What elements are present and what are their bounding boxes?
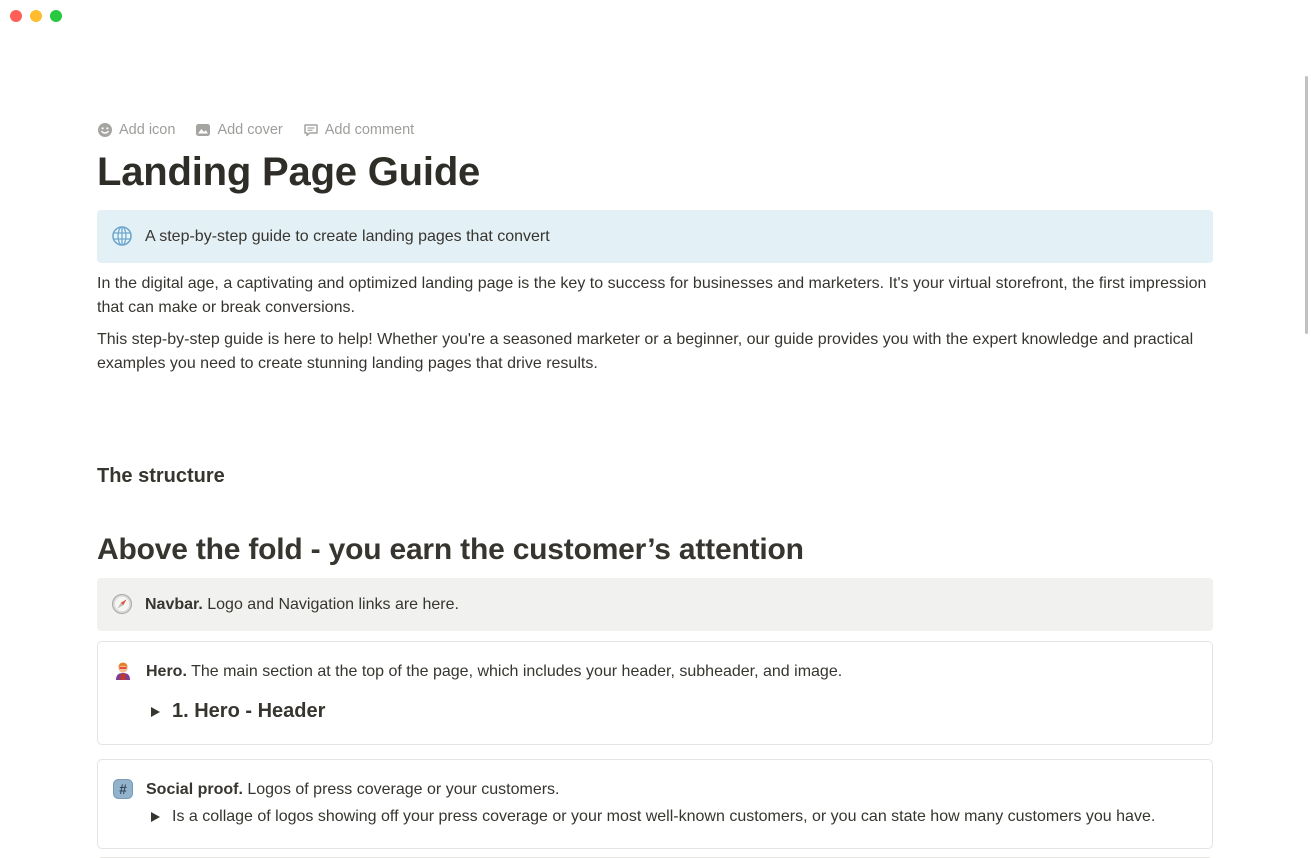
hero-block (97, 641, 1213, 745)
social-callout-row[interactable] (112, 777, 1196, 802)
keycap-hash-emoji (112, 778, 134, 800)
add-comment-label: Add comment (324, 122, 415, 138)
hero-bold: Hero. (146, 663, 187, 680)
navbar-rest: Logo and Navigation links are here. (202, 596, 459, 613)
intro-callout-text: A step-by-step guide to create landing pages that convert (145, 228, 550, 245)
social-toggle[interactable] (151, 805, 1196, 829)
add-comment-button[interactable] (303, 122, 414, 138)
add-icon-button[interactable] (97, 122, 175, 138)
navbar-callout-text (145, 592, 459, 617)
hero-row-text (146, 659, 842, 684)
toggle-triangle-icon[interactable] (151, 707, 160, 717)
add-cover-button[interactable] (195, 122, 282, 138)
above-fold-heading[interactable]: Above the fold - you earn the customer’s attention (97, 533, 804, 566)
compass-emoji (111, 593, 133, 615)
structure-heading[interactable]: The structure (97, 465, 225, 487)
toggle-triangle-icon[interactable] (151, 812, 160, 822)
zoom-button[interactable] (50, 10, 62, 22)
page-actions-row (97, 122, 1213, 138)
close-button[interactable] (10, 10, 22, 22)
svg-text:#: # (119, 781, 127, 797)
vertical-scrollbar[interactable] (1305, 76, 1308, 334)
intro-paragraph-1[interactable]: In the digital age, a captivating and optimized landing page is the key to success for businesses and marketers. It's your virtual storefront, the first impression that can make or break conversions. (97, 275, 1207, 316)
social-row-text (146, 777, 560, 802)
comment-icon (303, 122, 319, 138)
minimize-button[interactable] (30, 10, 42, 22)
social-proof-block (97, 759, 1213, 849)
add-cover-label: Add cover (217, 122, 283, 138)
window-controls (10, 10, 62, 22)
intro-paragraph-2[interactable]: This step-by-step guide is here to help! Whether you're a seasoned marketer or a beginner, our guide provides you with the expert knowledge and practical examples you need to create stunning landing pages that drive results. (97, 331, 1194, 372)
superhero-emoji (112, 660, 134, 682)
navbar-bold: Navbar. (145, 596, 203, 613)
hero-rest: The main section at the top of the page, which includes your header, subheader, and image. (186, 663, 843, 680)
smiley-icon (97, 122, 113, 138)
hero-toggle-label: 1. Hero - Header (172, 700, 326, 722)
page-title[interactable]: Landing Page Guide (97, 150, 481, 194)
add-icon-label: Add icon (119, 122, 176, 138)
globe-emoji (111, 225, 133, 247)
hero-callout-row[interactable] (112, 659, 1196, 684)
page-content (97, 122, 1213, 858)
navbar-callout[interactable] (97, 578, 1213, 631)
social-rest: Logos of press coverage or your customers. (242, 781, 560, 798)
image-icon (195, 122, 211, 138)
social-bold: Social proof. (146, 781, 243, 798)
hero-toggle[interactable] (151, 698, 1196, 725)
social-toggle-label: Is a collage of logos showing off your press coverage or your most well-known customers, or you can state how many customers you have. (172, 808, 1156, 825)
intro-callout[interactable] (97, 210, 1213, 263)
